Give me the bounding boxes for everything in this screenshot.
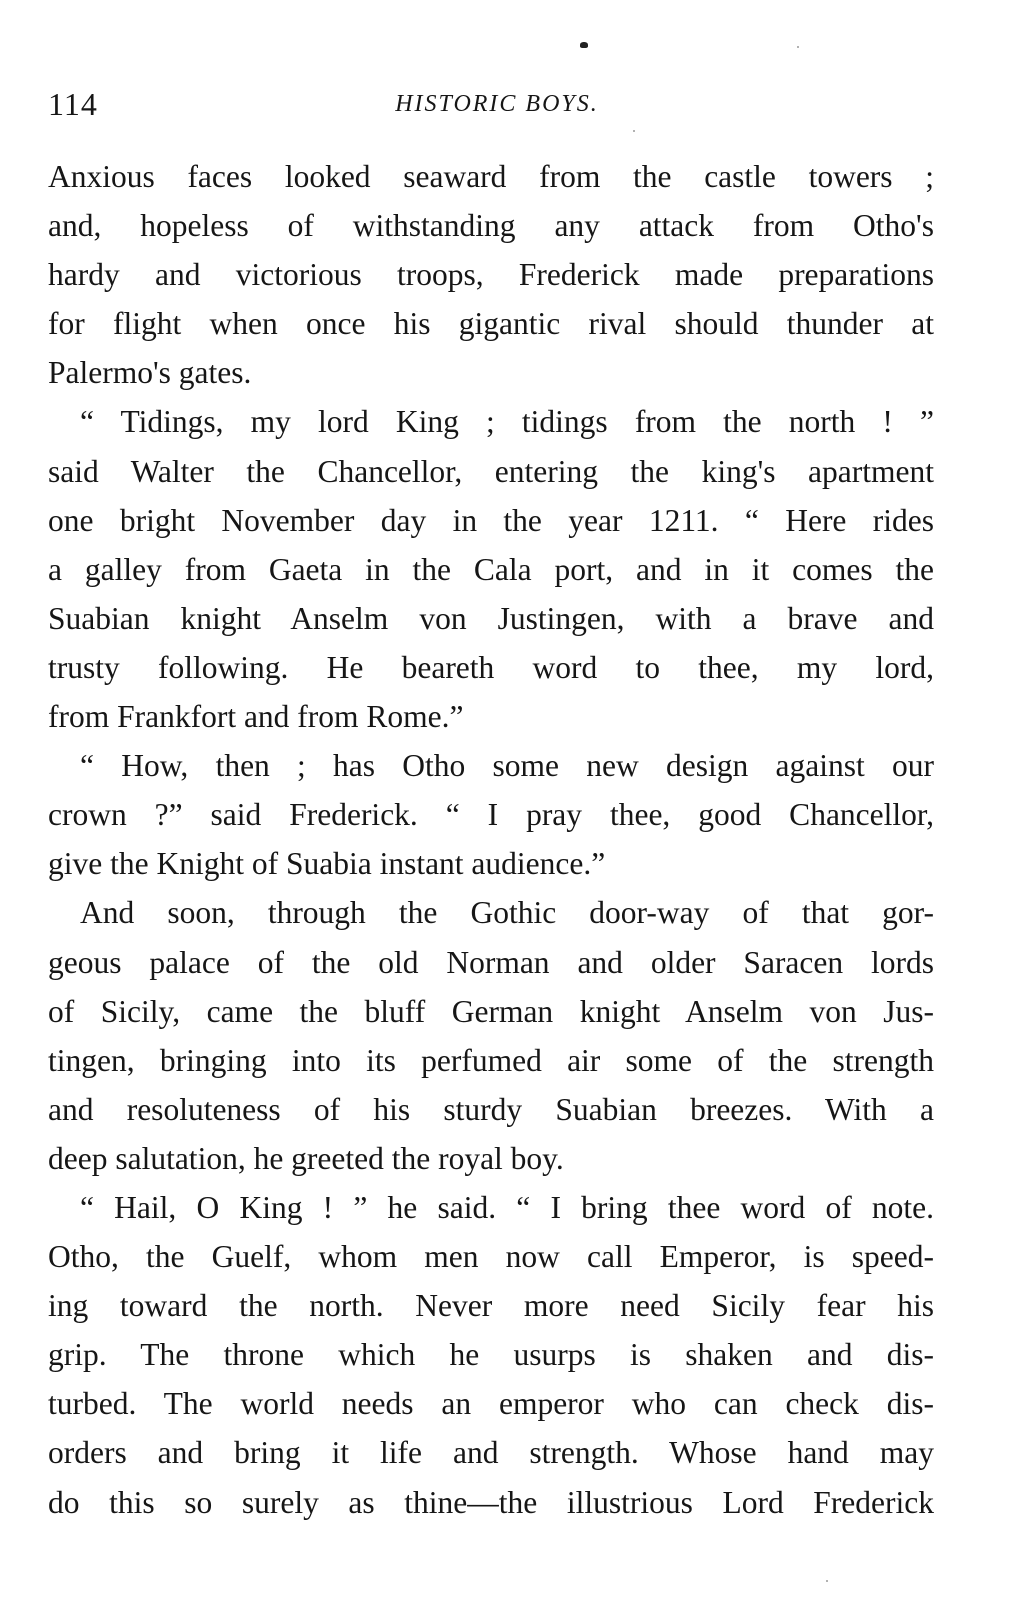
paper-speck xyxy=(797,46,799,48)
text-line: turbed. The world needs an emperor who can check dis- xyxy=(48,1386,934,1422)
paragraph xyxy=(48,152,934,397)
paper-speck xyxy=(826,1580,828,1582)
text-line: “ Hail, O King ! ” he said. “ I bring thee word of note. xyxy=(80,1189,934,1225)
text-line: Suabian knight Anselm von Justingen, with a brave and xyxy=(48,600,934,636)
ink-blot xyxy=(580,42,588,48)
body-text xyxy=(48,152,934,1527)
page-number: 114 xyxy=(48,86,98,122)
text-line: grip. The throne which he usurps is shaken and dis- xyxy=(48,1337,934,1373)
text-line: Palermo's gates. xyxy=(48,355,252,391)
text-line: for flight when once his gigantic rival should thunder at xyxy=(48,306,934,342)
text-line: geous palace of the old Norman and older Saracen lords xyxy=(48,944,934,980)
paper-speck xyxy=(633,130,635,132)
paragraph xyxy=(48,741,934,888)
text-line: hardy and victorious troops, Frederick made preparations xyxy=(48,257,934,293)
paragraph xyxy=(48,397,934,741)
text-line: Anxious faces looked seaward from the castle towers ; xyxy=(48,159,934,194)
text-line: of Sicily, came the bluff German knight Anselm von Jus- xyxy=(48,993,934,1029)
text-line: deep salutation, he greeted the royal boy. xyxy=(48,1140,564,1176)
text-line: trusty following. He beareth word to thee, my lord, xyxy=(48,649,934,685)
text-line: and resoluteness of his sturdy Suabian breezes. With a xyxy=(48,1091,934,1127)
paragraph xyxy=(48,888,934,1183)
text-line: from Frankfort and from Rome.” xyxy=(48,699,464,735)
text-line: ing toward the north. Never more need Sicily fear his xyxy=(48,1288,934,1324)
text-line: give the Knight of Suabia instant audience.” xyxy=(48,846,606,882)
text-line: tingen, bringing into its perfumed air some of the strength xyxy=(48,1042,934,1078)
text-line: do this so surely as thine—the illustrious Lord Frederick xyxy=(48,1484,934,1520)
page-header xyxy=(48,84,934,124)
text-line: Otho, the Guelf, whom men now call Emperor, is speed- xyxy=(48,1239,934,1275)
text-line: and, hopeless of withstanding any attack from Otho's xyxy=(48,208,934,244)
text-line: And soon, through the Gothic door-way of that gor- xyxy=(80,895,934,931)
text-line: said Walter the Chancellor, entering the king's apartment xyxy=(48,453,934,489)
paragraph xyxy=(48,1183,934,1527)
text-line: crown ?” said Frederick. “ I pray thee, good Chancellor, xyxy=(48,797,934,833)
text-line: “ How, then ; has Otho some new design against our xyxy=(80,748,934,784)
text-line: a galley from Gaeta in the Cala port, and in it comes the xyxy=(48,551,934,587)
text-line: orders and bring it life and strength. Whose hand may xyxy=(48,1435,934,1471)
text-line: “ Tidings, my lord King ; tidings from the north ! ” xyxy=(80,404,934,440)
text-line: one bright November day in the year 1211. “ Here rides xyxy=(48,502,934,538)
running-title: HISTORIC BOYS. xyxy=(395,91,599,117)
